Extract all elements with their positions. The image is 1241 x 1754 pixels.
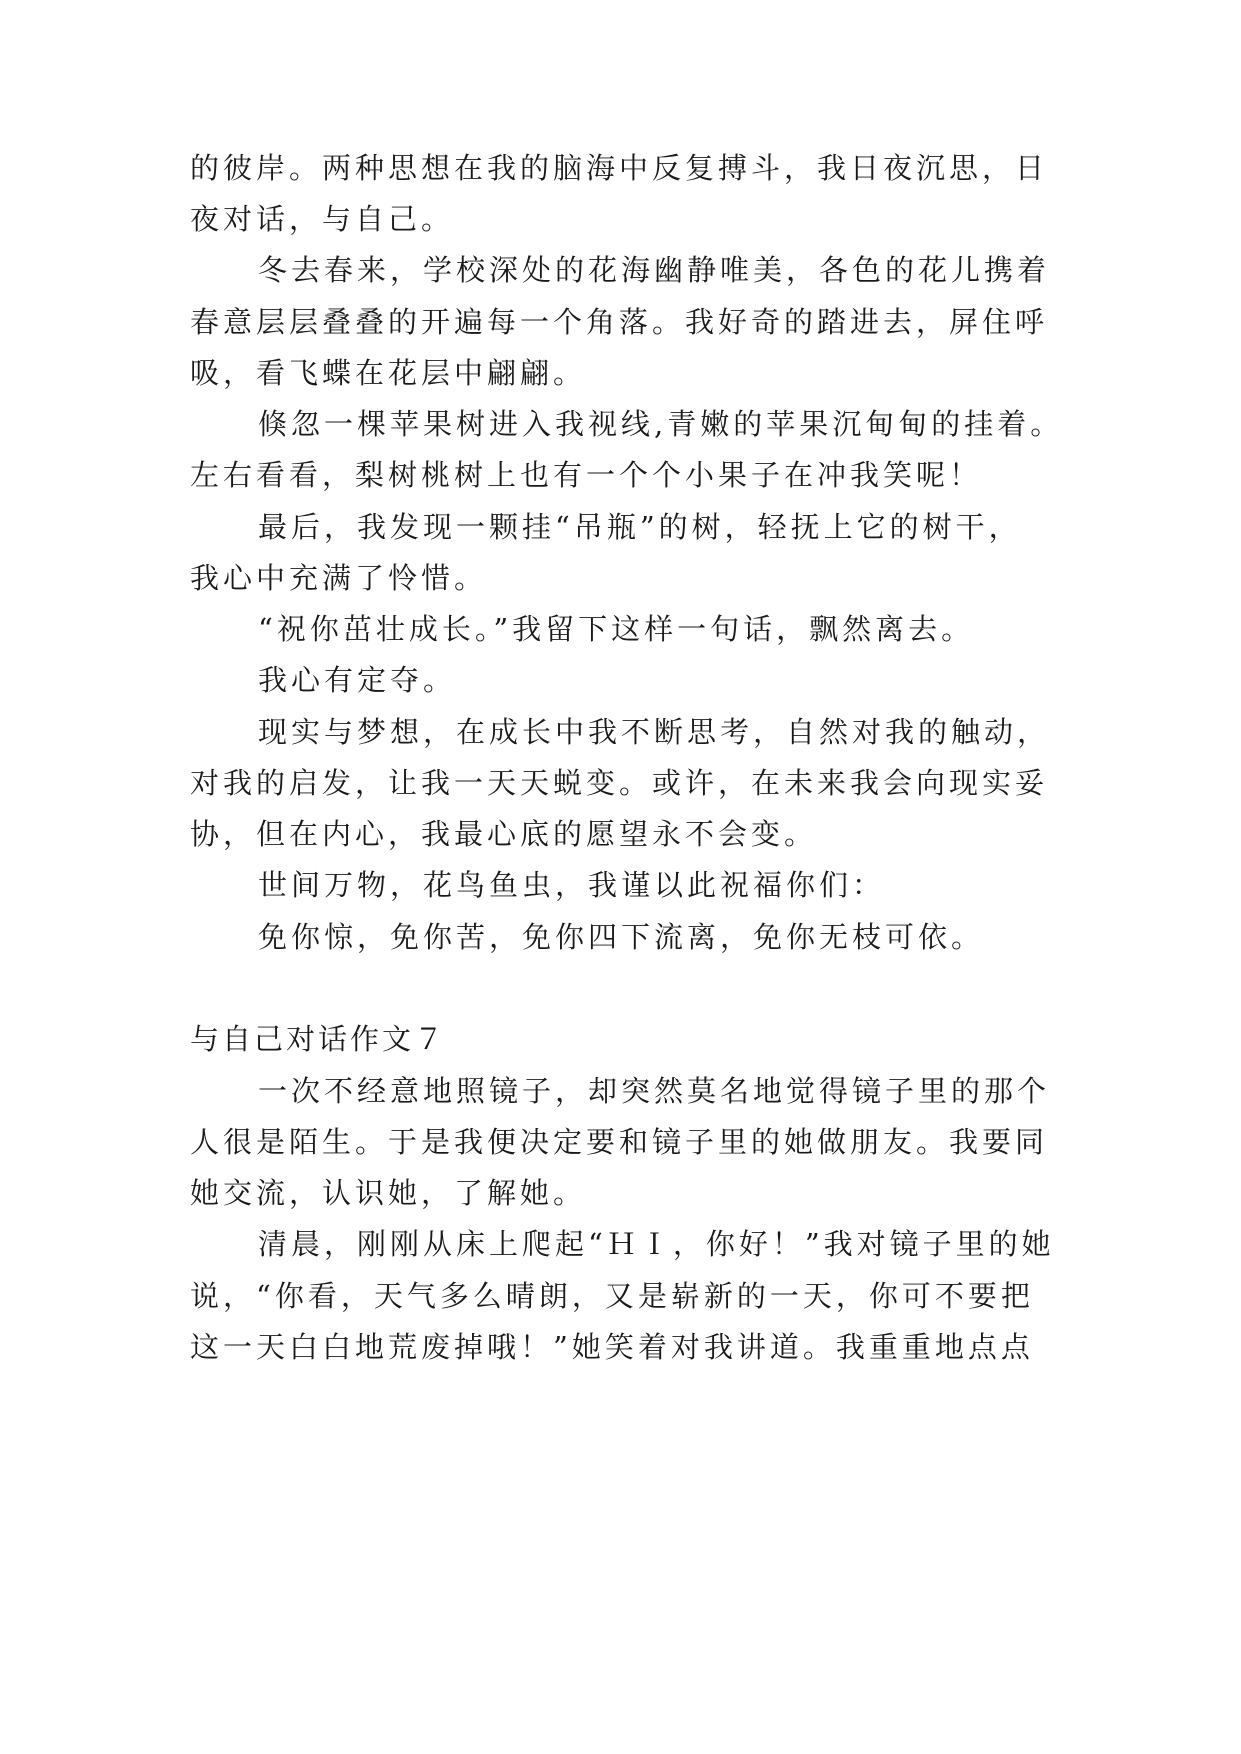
text-line: 的彼岸。两种思想在我的脑海中反复搏斗，我日夜沉思，日 xyxy=(190,151,1049,185)
paragraph-start: 我心有定夺。 xyxy=(258,663,457,697)
text-line: 吸，看飞蝶在花层中翩翩。 xyxy=(190,356,587,390)
text-line: 春意层层叠叠的开遍每一个角落。我好奇的踏进去，屏住呼 xyxy=(190,305,1049,339)
text-line: 协，但在内心，我最心底的愿望永不会变。 xyxy=(190,817,818,851)
paragraph-start: 清晨，刚刚从床上爬起“ＨＩ，你好！”我对镜子里的她 xyxy=(258,1227,1055,1261)
section-heading: 与自己对话作文７ xyxy=(190,1022,447,1056)
text-line: 我心中充满了怜惜。 xyxy=(190,561,488,595)
text-line: 夜对话，与自己。 xyxy=(190,202,455,236)
text-line: 这一天白白地荒废掉哦！”她笑着对我讲道。我重重地点点 xyxy=(190,1330,1034,1364)
text-line: 说，“你看，天气多么晴朗，又是崭新的一天，你可不要把 xyxy=(190,1279,1034,1313)
paragraph-start: “祝你茁壮成长。”我留下这样一句话，飘然离去。 xyxy=(258,612,975,646)
paragraph-start: 世间万物，花鸟鱼虫，我谨以此祝福你们： xyxy=(258,868,886,902)
text-line: 她交流，认识她，了解她。 xyxy=(190,1176,587,1210)
text-line: 对我的启发，让我一天天蜕变。或许，在未来我会向现实妥 xyxy=(190,766,1049,800)
text-line: 人很是陌生。于是我便决定要和镜子里的她做朋友。我要同 xyxy=(190,1125,1049,1159)
paragraph-start: 免你惊，免你苦，免你四下流离，免你无枝可依。 xyxy=(258,920,985,954)
paragraph-start: 最后，我发现一颗挂“吊瓶”的树，轻抚上它的树干， xyxy=(258,510,1022,544)
paragraph-start: 现实与梦想，在成长中我不断思考，自然对我的触动， xyxy=(258,715,1051,749)
paragraph-start: 冬去春来，学校深处的花海幽静唯美，各色的花儿携着 xyxy=(258,253,1051,287)
paragraph-start: 倏忽一棵苹果树进入我视线,青嫩的苹果沉甸甸的挂着。 xyxy=(258,407,1064,441)
text-line: 左右看看，梨树桃树上也有一个个小果子在冲我笑呢！ xyxy=(190,458,983,492)
paragraph-start: 一次不经意地照镜子，却突然莫名地觉得镜子里的那个 xyxy=(258,1074,1051,1108)
